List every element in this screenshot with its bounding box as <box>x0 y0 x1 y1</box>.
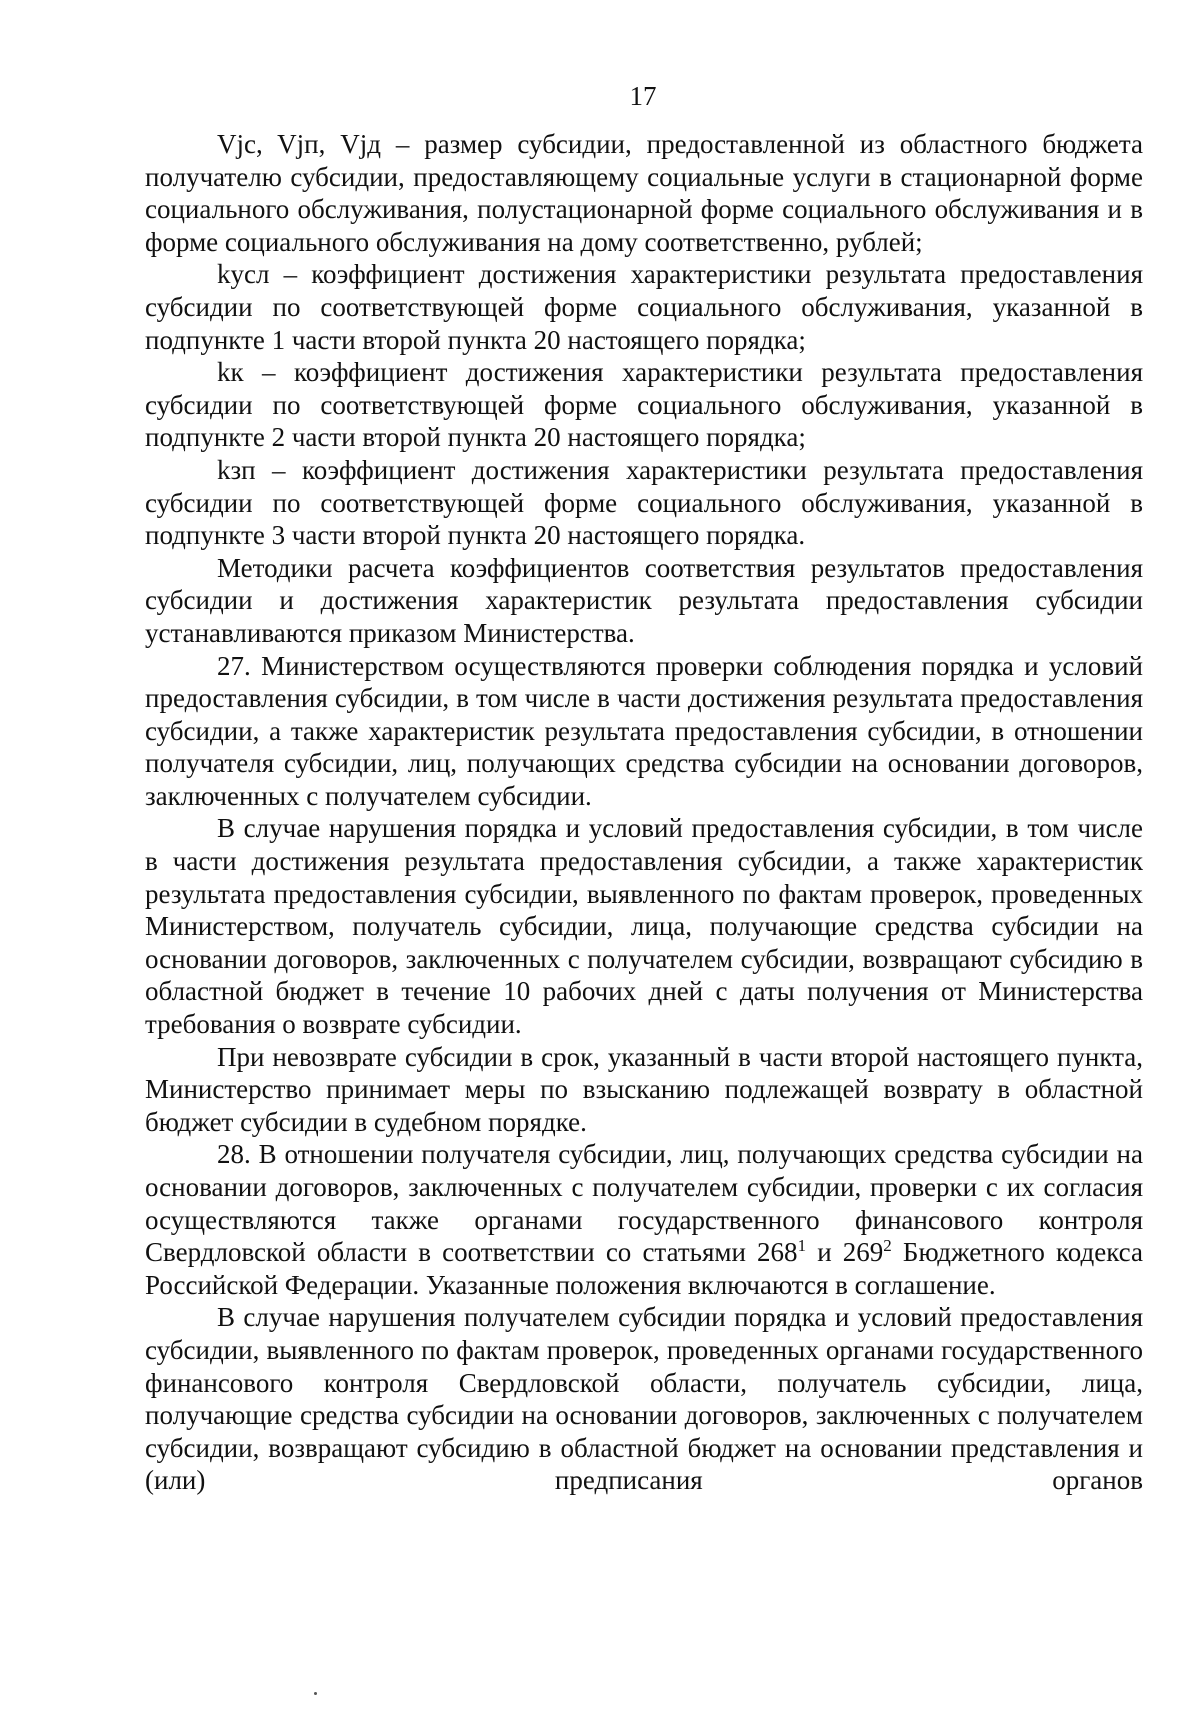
paragraph-28-violation-return: В случае нарушения получателем субсидии порядка и условий предоставления субсидии, выявленного по фактам проверок, проведенных органами государственного финансового контроля Свердловской области, получатель субсидии, лица, получающие средства субсидии на основании договоров, заключенных с получателем субсидии, возвращают субсидию в областной бюджет на основании представления и (или) предписания органов <box>145 1302 1143 1496</box>
paragraph-calculation-methods: Методики расчета коэффициентов соответствия результатов предоставления субсидии и достижения характеристик результата предоставления субсидии устанавливаются приказом Министерства. <box>145 552 1143 648</box>
paragraph-27-non-return: При невозврате субсидии в срок, указанный в части второй настоящего пункта, Министерство принимает меры по взысканию подлежащей возврату в областной бюджет субсидии в судебном порядке. <box>145 1041 1143 1137</box>
paragraph-28-state-control <box>145 1138 1143 1301</box>
document-body <box>145 128 1143 1497</box>
paragraph-28-text-middle: и 269 <box>806 1237 884 1268</box>
scan-speck <box>314 1692 317 1695</box>
paragraph-27-inspections: 27. Министерством осуществляются проверки соблюдения порядка и условий предоставления субсидии, в том числе в части достижения результата предоставления субсидии, а также характеристик результата предоставления субсидии, в отношении получателя субсидии, лиц, получающих средства субсидии на основании договоров, заключенных с получателем субсидии. <box>145 650 1143 811</box>
paragraph-27-violation-return: В случае нарушения порядка и условий предоставления субсидии, в том числе в части достижения результата предоставления субсидии, а также характеристик результата предоставления субсидии, выявленного по фактам проверок, проведенных Министерством, получатель субсидии, лица, получающие средства субсидии на основании договоров, заключенных с получателем субсидии, возвращают субсидию в областной бюджет в течение 10 рабочих дней с даты получения от Министерства требования о возврате субсидии. <box>145 813 1143 1040</box>
article-superscript-2: 2 <box>883 1236 892 1256</box>
page-number: 17 <box>629 81 657 111</box>
paragraph-coefficient-kk: kк – коэффициент достижения характеристики результата предоставления субсидии по соответствующей форме социального обслуживания, указанной в подпункте 2 части второй пункта 20 настоящего порядка; <box>145 357 1143 453</box>
paragraph-coefficient-kusl: kусл – коэффициент достижения характеристики результата предоставления субсидии по соответствующей форме социального обслуживания, указанной в подпункте 1 части второй пункта 20 настоящего порядка; <box>145 259 1143 355</box>
article-superscript-1: 1 <box>797 1236 807 1256</box>
paragraph-28-text-start: 28. В отношении получателя субсидии, лиц, получающих средства субсидии на основании договоров, заключенных с получателем субсидии, проверки с их согласия осуществляются также органами государственного финансового контроля Свердловской области в соответствии со статьями 268 <box>145 1139 1143 1268</box>
paragraph-coefficient-kzp: kзп – коэффициент достижения характеристики результата предоставления субсидии по соответствующей форме социального обслуживания, указанной в подпункте 3 части второй пункта 20 настоящего порядка. <box>145 454 1143 551</box>
paragraph-28-text-end: Бюджетного кодекса Российской Федерации. Указанные положения включаются в соглашение. <box>145 1237 1143 1300</box>
paragraph-subsidy-amounts: Vjc, Vjп, Vjд – размер субсидии, предоставленной из областного бюджета получателю субсидии, предоставляющему социальные услуги в стационарной форме социального обслуживания, полустационарной форме социального обслуживания и в форме социального обслуживания на дому соответственно, рублей; <box>145 129 1143 257</box>
